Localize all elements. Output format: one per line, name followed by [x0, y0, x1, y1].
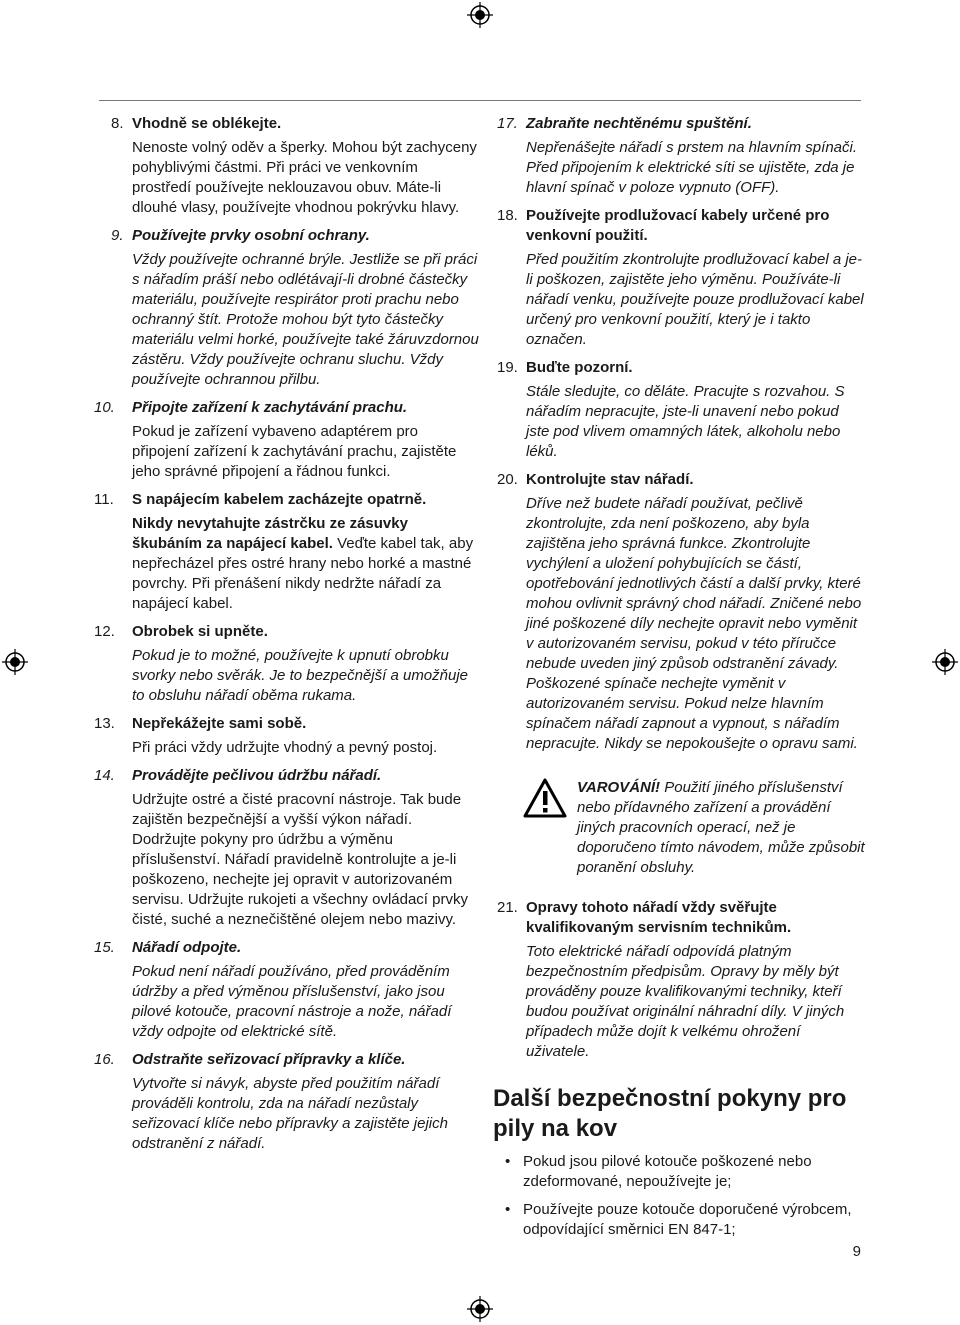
item-title: Kontrolujte stav nářadí.: [526, 471, 694, 488]
item-paragraph: [132, 790, 479, 930]
item-paragraph: [132, 422, 479, 482]
item-title: Obrobek si upněte.: [132, 623, 268, 640]
right-column: [493, 114, 865, 1248]
item-paragraph: [132, 962, 479, 1042]
bullet-item: [493, 1152, 865, 1192]
list-item: [94, 766, 479, 930]
list-item: [94, 622, 479, 706]
bullet-text: Používejte pouze kotouče doporučené výrobcem, odpovídající směrnici EN 847-1;: [523, 1201, 852, 1238]
item-paragraph-text: Pokud je zařízení vybaveno adaptérem pro připojení zařízení k zachytávání prachu, zajistěte jeho správné připojení a řádnou funkci.: [132, 423, 457, 480]
registration-mark-icon: [467, 2, 493, 28]
warning-box: [523, 778, 865, 878]
item-paragraph: [526, 942, 865, 1062]
item-title: Buďte pozorní.: [526, 359, 633, 376]
left-column: [94, 114, 479, 1154]
item-paragraph: [526, 138, 865, 198]
item-paragraph: [132, 646, 479, 706]
item-paragraph-text: Pokud je to možné, používejte k upnutí obrobku svorky nebo svěrák. Je to bezpečnější a umožňuje to obsluhu nářadí oběma rukama.: [132, 647, 469, 704]
item-paragraph-text: Vždy používejte ochranné brýle. Jestliže se při práci s nářadím práší nebo odlétávají-li drobné částečky materiálu, používejte respirátor proti prachu nebo ochranný štít. Protože mohou být tyto částečky materiálu velmi horké, používejte také žáruvzdornou zástěru. Vždy používejte ochranu sluchu. Vždy používejte ochrannou přilbu.: [132, 251, 479, 388]
item-title: Nářadí odpojte.: [132, 939, 242, 956]
list-item: [94, 398, 479, 482]
item-paragraph: [132, 250, 479, 390]
item-title: Zabraňte nechtěnému spuštění.: [526, 115, 752, 132]
item-paragraph-text: Udržujte ostré a čisté pracovní nástroje. Tak bude zajištěn bezpečnější a vyšší výkon nářadí. Dodržujte pokyny pro údržbu a výměnu příslušenství. Nářadí pravidelně kontrolujte a je-li poškozeno, nechejte jej opravit v autorizovaném servisu. Udržujte rukojeti a všechny ovládací prvky čisté, suché a neznečištěné olejem nebo mazivy.: [132, 791, 468, 928]
list-item: [94, 1050, 479, 1154]
item-title: Připojte zařízení k zachytávání prachu.: [132, 399, 408, 416]
list-item: [94, 490, 479, 614]
item-number: 8.: [111, 115, 124, 132]
list-item: [99, 114, 479, 218]
item-title: S napájecím kabelem zacházejte opatrně.: [132, 491, 427, 508]
bullet-icon: •: [505, 1201, 511, 1218]
item-number: 17.: [497, 115, 518, 132]
item-bold-lead: Nikdy nevytahujte zástrčku ze zásuvky škubáním za napájecí kabel.: [132, 515, 408, 552]
registration-mark-icon: [467, 1296, 493, 1322]
warning-triangle-icon: [523, 778, 567, 818]
item-title: Používejte prvky osobní ochrany.: [132, 227, 370, 244]
warning-label: VAROVÁNÍ!: [577, 779, 661, 796]
item-paragraph: [526, 494, 865, 754]
item-number: 11.: [94, 491, 114, 508]
item-paragraph: [132, 514, 479, 614]
item-number: 19.: [497, 359, 518, 376]
item-number: 9.: [111, 227, 124, 244]
item-number: 15.: [94, 939, 115, 956]
item-title: Vhodně se oblékejte.: [132, 115, 282, 132]
item-paragraph-text: Dříve než budete nářadí používat, pečlivě zkontrolujte, zda není poškozeno, aby byla zajištěna jeho správná funkce. Zkontrolujte vychýlení a uložení pohybujících se částí, opotřebování jednotlivých částí a další prvky, které mohou ovlivnit správný chod nářadí. Zničené nebo jiné poškozené díly nechejte opravit nebo vyměnit v autorizovaném servisu, pokud v této příručce nebude uveden jiný způsob odstranění závady. Poškozené spínače nechejte vyměnit v autorizovaném servisu. Pokud nelze hlavním spínačem nářadí zapnout a vypnout, s nářadím nepracujte. Nikdy se nepokoušejte o opravu sami.: [526, 495, 862, 752]
item-number: 21.: [497, 899, 518, 916]
list-item: [493, 358, 865, 462]
item-number: 14.: [94, 767, 115, 784]
item-paragraph-text: Stále sledujte, co děláte. Pracujte s rozvahou. S nářadím nepracujte, jste-li unavení nebo pokud jste pod vlivem omamných látek, alkoholu nebo léků.: [526, 383, 845, 460]
bullet-icon: •: [505, 1153, 511, 1170]
bullet-item: [493, 1200, 865, 1240]
list-item: [493, 470, 865, 754]
item-paragraph: [132, 138, 479, 218]
item-paragraph-text: Nenoste volný oděv a šperky. Mohou být zachyceny pohyblivými částmi. Při práci ve venkovním prostředí používejte neklouzavou obuv. Máte-li dlouhé vlasy, používejte vhodnou pokrývku hlavy.: [132, 139, 477, 216]
item-paragraph-text: Toto elektrické nářadí odpovídá platným bezpečnostním předpisům. Opravy by měly být prováděny pouze kvalifikovanými techniky, kteří budou používat originální náhradní díly. V jiných případech může dojít k velkému ohrožení uživatele.: [526, 943, 845, 1060]
item-number: 20.: [497, 471, 518, 488]
item-paragraph: [132, 1074, 479, 1154]
top-rule: [99, 100, 861, 101]
item-21: [493, 898, 865, 1062]
item-title: Opravy tohoto nářadí vždy svěřujte kvalifikovaným servisním technikům.: [526, 899, 792, 936]
item-paragraph-text: Pokud není nářadí používáno, před prováděním údržby a před výměnou příslušenství, jako jsou pilové kotouče, pracovní nástroje a nože, nářadí vždy odpojte od elektrické sítě.: [132, 963, 452, 1040]
item-number: 13.: [94, 715, 115, 732]
item-number: 18.: [497, 207, 518, 224]
list-item: [493, 206, 865, 350]
section-heading: Další bezpečnostní pokyny pro pily na kov: [493, 1085, 847, 1142]
item-number: 12.: [94, 623, 115, 640]
list-item: [493, 114, 865, 198]
list-item: [94, 938, 479, 1042]
item-paragraph-text: Vytvořte si návyk, abyste před použitím nářadí prováděli kontrolu, zda na nářadí nezůstaly seřizovací klíče nebo přípravky a zajistěte jejich odstranění z nářadí.: [132, 1075, 448, 1152]
item-paragraph-text: Při práci vždy udržujte vhodný a pevný postoj.: [132, 739, 438, 756]
warning-text: [577, 778, 865, 878]
bullet-list: [493, 1152, 865, 1240]
item-paragraph: [132, 738, 479, 758]
registration-mark-icon: [2, 649, 28, 675]
bullet-text: Pokud jsou pilové kotouče poškozené nebo zdeformované, nepoužívejte je;: [523, 1153, 812, 1190]
list-item: [493, 898, 865, 1062]
item-number: 10.: [94, 399, 115, 416]
item-paragraph: [526, 250, 865, 350]
right-items: [493, 114, 865, 754]
item-title: Provádějte pečlivou údržbu nářadí.: [132, 767, 382, 784]
list-item: [94, 714, 479, 758]
page-number: 9: [852, 1243, 861, 1260]
registration-mark-icon: [932, 649, 958, 675]
item-paragraph: [526, 382, 865, 462]
item-paragraph-text: Veďte kabel tak, aby nepřecházel přes ostré hrany nebo horké a mastné povrchy. Při přenášení nikdy nedržte nářadí za napájecí kabel.: [132, 535, 474, 612]
warning-body: Použití jiného příslušenství nebo přídavného zařízení a provádění jiných pracovních operací, než je doporučeno tímto návodem, může způsobit poranění obsluhy.: [577, 779, 865, 876]
item-title: Používejte prodlužovací kabely určené pro venkovní použití.: [526, 207, 830, 244]
item-paragraph-text: Před použitím zkontrolujte prodlužovací kabel a je-li poškozen, zajistěte jeho výměnu. Používáte-li nářadí venku, používejte pouze prodlužovací kabel určený pro venkovní použití, který je i takto označen.: [526, 251, 864, 348]
item-number: 16.: [94, 1051, 115, 1068]
item-title: Nepřekážejte sami sobě.: [132, 715, 307, 732]
list-item: [99, 226, 479, 390]
item-title: Odstraňte seřizovací přípravky a klíče.: [132, 1051, 406, 1068]
item-paragraph-text: Nepřenášejte nářadí s prstem na hlavním spínači. Před připojením k elektrické síti se ujistěte, zda je hlavní spínač v poloze vypnuto (OFF).: [526, 139, 858, 196]
